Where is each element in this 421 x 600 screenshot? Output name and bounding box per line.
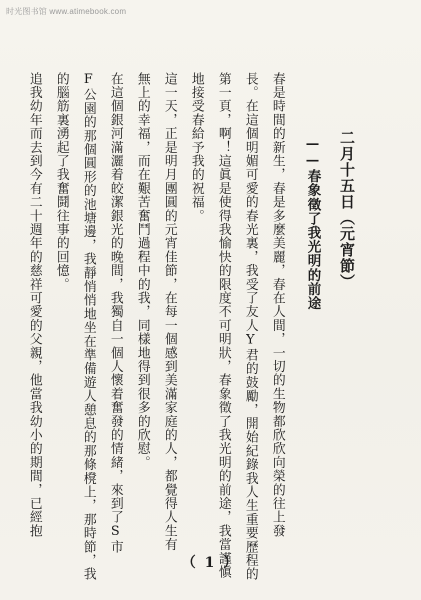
body-line: 無上的幸福，而在艱苦奮鬥過程中的我，同樣地得到很多的欣慰。	[134, 72, 150, 470]
page-number: （ 1 ）	[181, 555, 240, 571]
site-watermark: 时光图书馆 www.atimebook.com	[6, 7, 127, 16]
body-line: F公園的那個圓形的池塘邊，我靜悄悄地坐在準備遊人憩息的那條櫈上，那時節，我	[80, 72, 96, 582]
body-line: 春是時間的新生，春是多麼美麗，春在人間，一切的生物都欣欣向榮的往上發	[269, 72, 285, 538]
body-line: 追我幼年而去到今有二十週年的慈祥可愛的父親，他當我幼小的期間，已經抱	[26, 72, 42, 538]
body-line: 這一天，正是明月團圓的元宵佳節，在每一個感到美滿家庭的人，都覺得人生有	[161, 72, 177, 552]
body-line: 地接受春給予我的祝福。	[188, 72, 204, 223]
body-line: 長。在這個明媚可愛的春光裏，我受了友人Y君的鼓勵，開始紀錄我人生重要歷程的	[242, 72, 258, 582]
entry-subtitle: ——春象徵了我光明的前途	[304, 136, 321, 311]
body-line: 第一頁，啊！這眞是使得我愉快的限度不可明狀，春象徵了我光明的前途，我當謹愼	[215, 72, 231, 579]
body-line: 在這個銀河滿灑着皎潔銀光的晚間，我獨自一個人懷着奮發的情緒，來到了S市	[107, 72, 123, 554]
body-line: 的腦筋裏湧起了我奮鬪往事的回憶。	[53, 72, 69, 292]
entry-date-title: 二月十五日（元宵節）	[338, 130, 356, 290]
